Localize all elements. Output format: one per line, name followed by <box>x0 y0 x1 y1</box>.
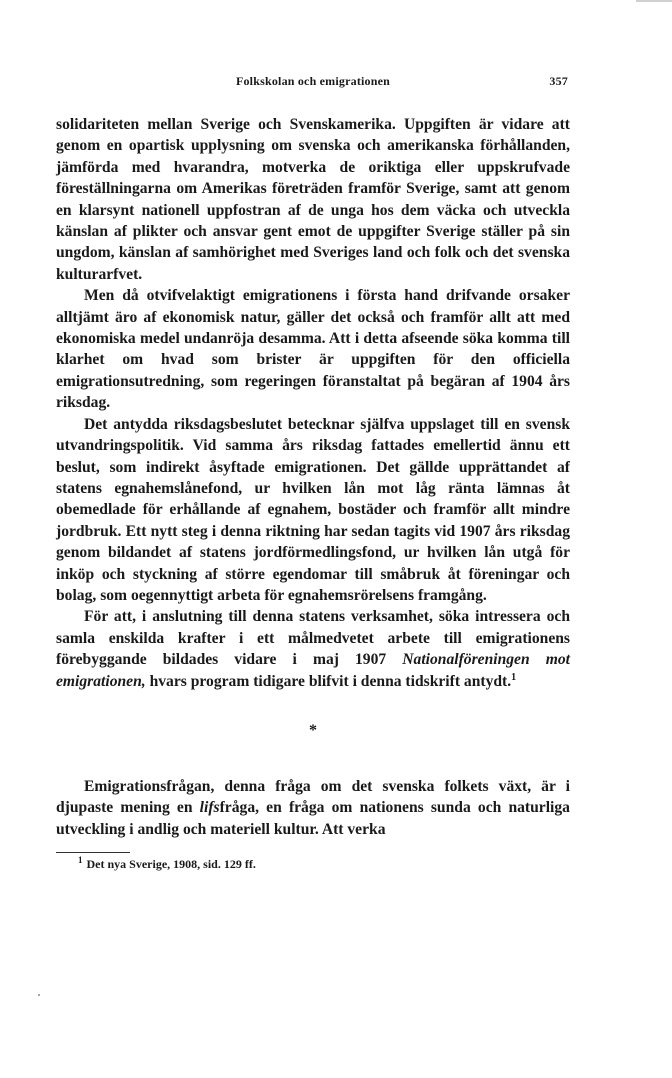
book-page <box>56 74 570 872</box>
paragraph-5-text: Emigrationsfrågan, denna fråga om det svenska folkets växt, är i djupaste mening en <box>56 777 570 817</box>
footnote <box>56 857 570 872</box>
paragraph-5-end: fråga, en fråga om nationens sunda och naturliga utveckling i andlig och materiell kultur. Att verka <box>56 799 570 838</box>
scan-speck <box>38 994 40 996</box>
paragraph-5 <box>56 776 570 840</box>
second-section <box>56 776 570 840</box>
footnote-reference: 1 <box>511 671 517 683</box>
paragraph-4-end: hvars program tidigare blifvit i denna tidskrift antydt. <box>145 672 512 690</box>
running-header <box>56 74 570 94</box>
main-text <box>56 114 570 692</box>
paragraph-2: Men då otvifvelaktigt emigrationens i första hand drifvande orsaker alltjämt äro af ekonomisk natur, gäller det också och framför allt att med ekonomiska medel undanröja desamma. Att i detta afseende söka komma till klarhet om hvad som brister är uppgiften för den officiella emigrationsutredning, som regeringen föranstaltat på begäran af 1904 års riksdag. <box>56 287 570 412</box>
footnote-mark: 1 <box>78 855 83 866</box>
emphasis-word: lifs <box>199 799 220 817</box>
paragraph-1: solidariteten mellan Sverige och Svenskamerika. Uppgiften är vidare att genom en opartisk upplysning om svenska och amerikanska förhållanden, jämförda med hvarandra, motverka de oriktiga eller uppskrufvade föreställningarna om Amerikas företräden framför Sverige, samt att genom en klarsynt nationell uppfostran af de unga hos dem väcka och utveckla känslan af plikter och ansvar gent emot de uppgifter Sverige ställer på sin ungdom, känslan af samhörighet med Sveriges land och folk och det svenska kulturarfvet. <box>56 116 570 283</box>
paragraph-4-text: För att, i anslutning till denna statens verksamhet, söka intressera och samla enskilda krafter i ett målmedvetet arbete till emigrationens förebyggande bildades vidare i maj 1907 <box>56 608 570 669</box>
organization-name: Nationalföreningen mot emigrationen, <box>56 651 570 690</box>
footnote-rule <box>56 852 130 853</box>
running-title: Folkskolan och emigrationen <box>235 74 391 88</box>
page-number: 357 <box>549 74 568 88</box>
footnote-text: Det nya Sverige, 1908, sid. 129 ff. <box>86 857 256 872</box>
paragraph-4 <box>56 606 570 692</box>
paragraph-3: Det antydda riksdagsbeslutet betecknar själfva uppslaget till en svensk utvandringspolitik. Vid samma års riksdag fattades emellertid ännu ett beslut, som indirekt åsyftade emigrationen. Det gällde upprättandet af statens egnahemslånefond, ur hvilken lån mot låg ränta lämnas åt obemedlade för erhållande af egnahem, bostäder och framför allt mindre jordbruk. Ett nytt steg i denna riktning har sedan tagits vid 1907 års riksdag genom bildandet af statens jordförmedlingsfond, ur hvilken lån utgå för inköp och styckning af större egendomar till småbruk åt föreningar och bolag, som oegennyttigt arbeta för egnahemsrörelsens framgång. <box>56 415 570 604</box>
section-separator: * <box>309 721 317 739</box>
scan-edge-mark <box>636 0 672 2</box>
